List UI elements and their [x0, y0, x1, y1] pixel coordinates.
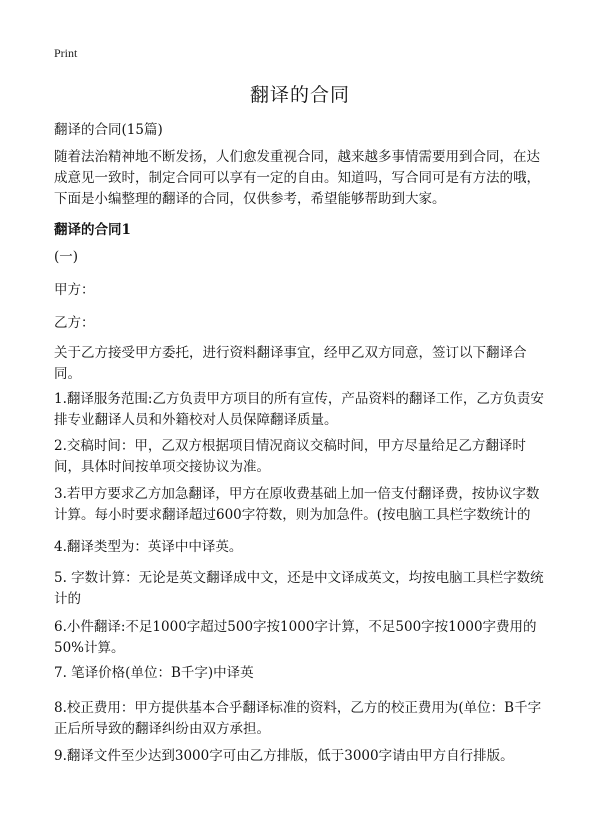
agreement-preamble: 关于乙方接受甲方委托，进行资料翻译事宜，经甲乙双方同意，签订以下翻译合同。 [54, 345, 527, 382]
clause-1: 1.翻译服务范围:乙方负责甲方项目的所有宣传，产品资料的翻译工作，乙方负责安排专业翻译人员和外籍校对人员保障翻译质量。 [54, 391, 544, 428]
clause-4: 4.翻译类型为：英译中中译英。 [54, 539, 243, 555]
section-heading: 翻译的合同1 [54, 222, 131, 238]
clause-9: 9.翻译文件至少达到3000字可由乙方排版，低于3000字请由甲方自行排版。 [54, 748, 514, 764]
clause-7: 7. 笔译价格(单位：B千字)中译英 [54, 665, 254, 681]
clause-2: 2.交稿时间：甲，乙双方根据项目情况商议交稿时间，甲方尽量给足乙方翻译时间，具体时间按单项交接协议为准。 [54, 438, 526, 475]
clause-8: 8.校正费用：甲方提供基本合乎翻译标准的资料，乙方的校正费用为(单位：B千字正后所导致的翻译纠纷由双方承担。 [54, 700, 542, 737]
clause-3: 3.若甲方要求乙方加急翻译，甲方在原收费基础上加一倍支付翻译费，按协议字数计算。每小时要求翻译超过600字符数，则为加急件。(按电脑工具栏字数统计的 [54, 486, 540, 523]
paragraph-marker: (一) [54, 249, 79, 265]
document-title: 翻译的合同 [249, 84, 350, 106]
document-subtitle: 翻译的合同(15篇) [54, 122, 163, 138]
party-a-line: 甲方： [54, 282, 95, 298]
print-link[interactable]: Print [54, 46, 78, 60]
intro-paragraph: 随着法治精神地不断发扬，人们愈发重视合同，越来越多事情需要用到合同，在达成意见一致时，制定合同可以享有一定的自由。知道吗，写合同可是有方法的哦，下面是小编整理的翻译的合同，仅供参考，希望能够帮助到大家。 [54, 149, 540, 207]
clause-5: 5. 字数计算：无论是英文翻译成中文，还是中文译成英文，均按电脑工具栏字数统计的 [54, 570, 544, 607]
clause-6: 6.小件翻译:不足1000字超过500字按1000字计算，不足500字按1000字费用的50%计算。 [54, 619, 537, 656]
party-b-line: 乙方： [54, 315, 95, 331]
